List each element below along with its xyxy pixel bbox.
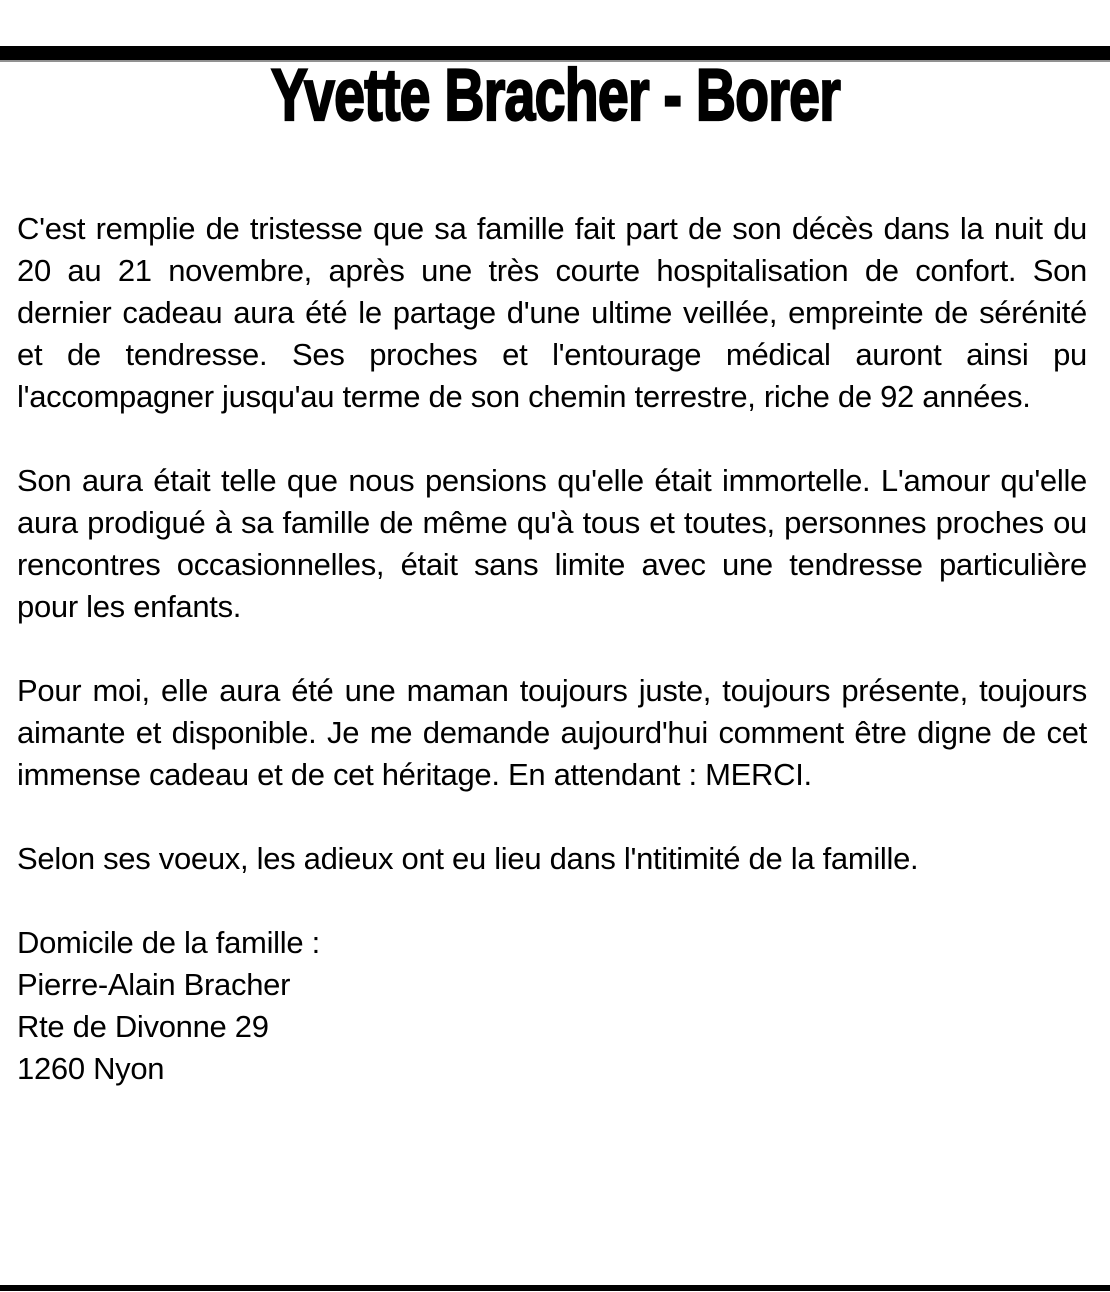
obituary-paragraph-4: Selon ses voeux, les adieux ont eu lieu dans l'ntitimité de la famille. <box>17 841 919 876</box>
family-address-label: Domicile de la famille : <box>17 925 320 960</box>
obituary-body <box>17 208 1087 1090</box>
bottom-border-bar <box>0 1285 1110 1291</box>
family-address-street: Rte de Divonne 29 <box>17 1009 269 1044</box>
obituary-paragraph-2: Son aura était telle que nous pensions qu'elle était immortelle. L'amour qu'elle aura prodigué à sa famille de même qu'à tous et toutes, personnes proches ou rencontres occasionnelles, était sans limite avec une tendresse particulière pour les enfants. <box>17 463 1087 624</box>
family-address-city: 1260 Nyon <box>17 1051 165 1086</box>
obituary-paragraph-1: C'est remplie de tristesse que sa famille fait part de son décès dans la nuit du 20 au 21 novembre, après une très courte hospitalisation de confort. Son dernier cadeau aura été le partage d'une ultime veillée, empreinte de sérénité et de tendresse. Ses proches et l'entourage médical auront ainsi pu l'accompagner jusqu'au terme de son chemin terrestre, riche de 92 années. <box>17 211 1087 414</box>
family-address-name: Pierre-Alain Bracher <box>17 967 291 1002</box>
obituary-paragraph-3: Pour moi, elle aura été une maman toujours juste, toujours présente, toujours aimante et disponible. Je me demande aujourd'hui comment être digne de cet immense cadeau et de cet héritage. En attendant : MERCI. <box>17 673 1087 792</box>
family-address-block <box>17 922 1087 1090</box>
page-title: Yvette Bracher - Borer <box>270 55 840 136</box>
